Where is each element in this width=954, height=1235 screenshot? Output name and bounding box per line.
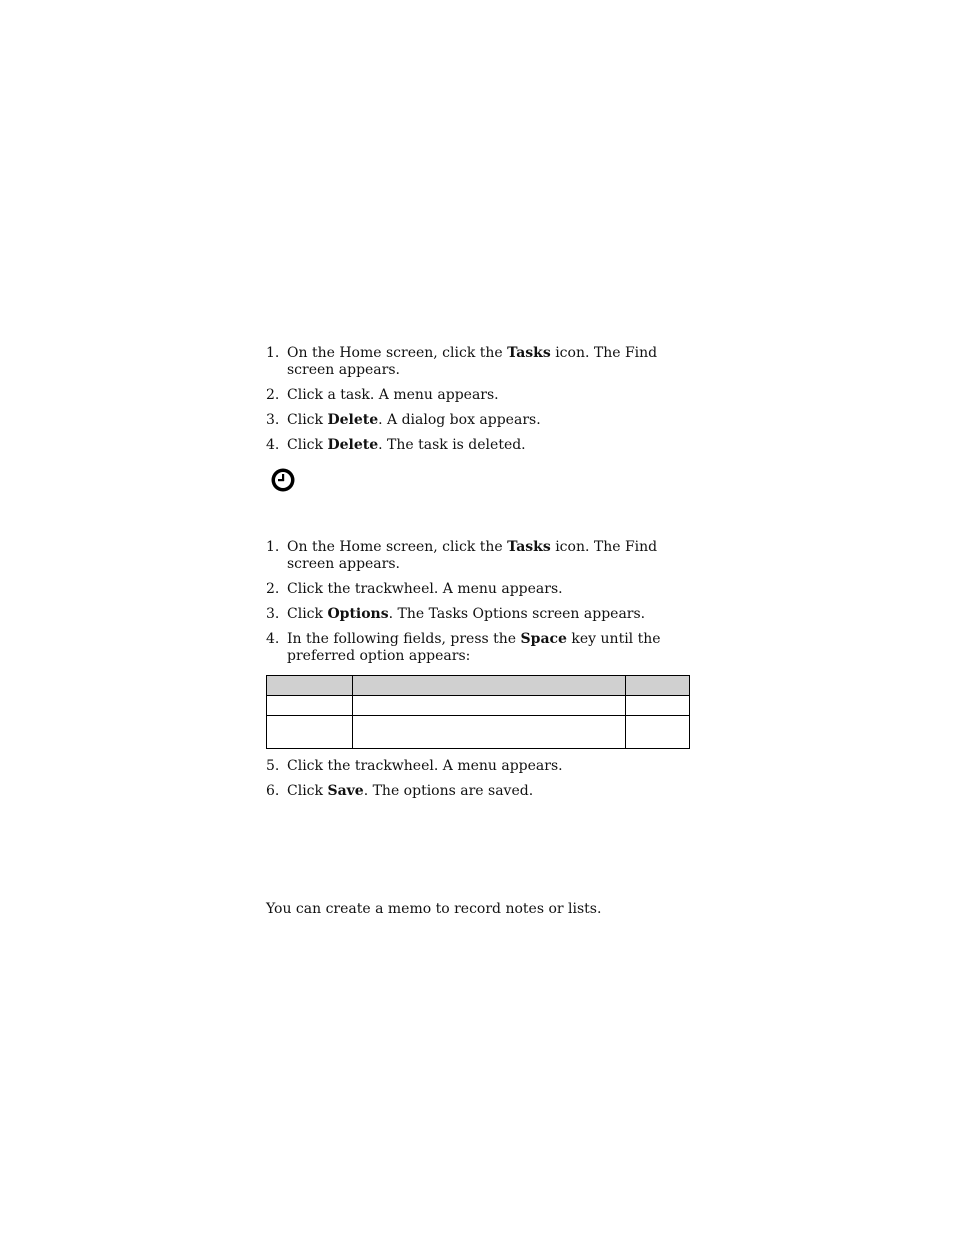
header-cell — [626, 676, 690, 696]
options-table — [266, 675, 690, 749]
table-cell — [267, 696, 353, 716]
list-item: 5. Click the trackwheel. A menu appears. — [266, 758, 563, 774]
table-row — [267, 716, 690, 749]
list-item: 2. Click a task. A menu appears. — [266, 387, 499, 403]
list-item: 3. Click Delete. A dialog box appears. — [266, 412, 541, 428]
delete-task-steps — [266, 345, 696, 462]
list-item: 3. Click Options. The Tasks Options screen appears. — [266, 606, 646, 622]
list-item: 6. Click Save. The options are saved. — [266, 783, 534, 799]
list-item: 1. On the Home screen, click the Tasks icon. The Find screen appears. — [266, 539, 658, 572]
task-options-steps — [266, 539, 696, 673]
table-row — [267, 696, 690, 716]
table-cell — [267, 716, 353, 749]
table-cell — [626, 716, 690, 749]
list-item: 4. In the following fields, press the Space key until the preferred option appears: — [266, 631, 661, 664]
table-header-row — [267, 676, 690, 696]
table-cell — [353, 696, 626, 716]
header-cell — [353, 676, 626, 696]
list-item: 1. On the Home screen, click the Tasks icon. The Find screen appears. — [266, 345, 658, 378]
memo-intro-text: You can create a memo to record notes or lists. — [266, 901, 602, 917]
header-cell — [267, 676, 353, 696]
table-cell — [353, 716, 626, 749]
save-options-steps — [266, 758, 696, 808]
list-item: 2. Click the trackwheel. A menu appears. — [266, 581, 563, 597]
clock-icon — [271, 468, 295, 492]
list-item: 4. Click Delete. The task is deleted. — [266, 437, 526, 453]
table-cell — [626, 696, 690, 716]
